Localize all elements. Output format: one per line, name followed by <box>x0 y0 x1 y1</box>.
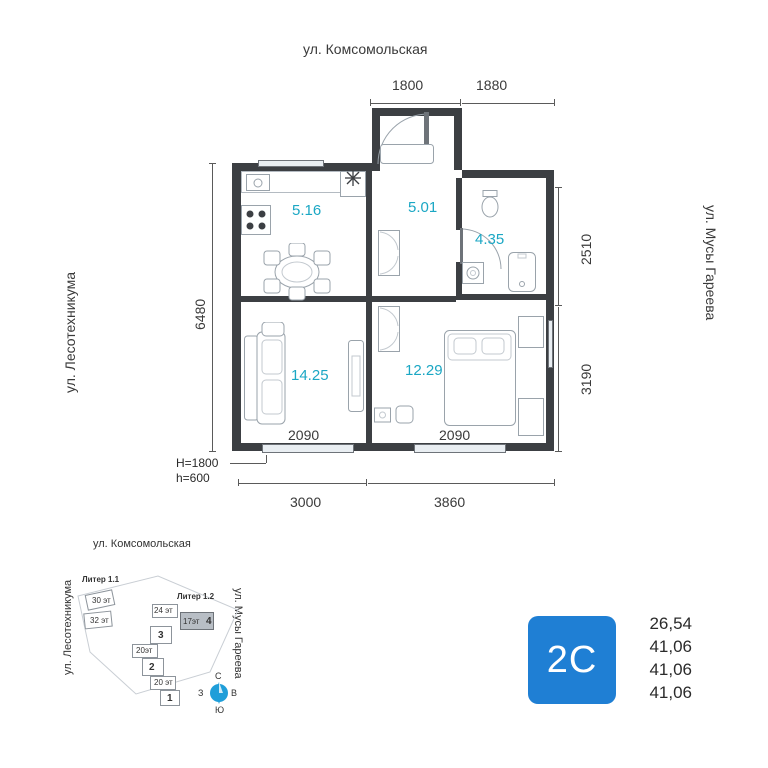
sink-icon <box>246 174 270 191</box>
window-height-note-line2: h=600 <box>176 471 210 485</box>
ventilation-icon <box>344 169 362 187</box>
sofa <box>244 322 288 434</box>
note-leader-line <box>230 463 266 464</box>
dim-line-top-left <box>370 103 460 104</box>
dim-inner-right: 2090 <box>439 427 471 443</box>
wall-hall-bath <box>456 178 462 230</box>
dim-right-top: 2510 <box>578 233 594 265</box>
dim-tick <box>238 479 239 486</box>
sitemap-label-liter-1-2: Литер 1.2 <box>177 592 215 601</box>
bedroom-closet <box>378 306 400 352</box>
street-label-top: ул. Комсомольская <box>303 41 428 57</box>
window-kitchen <box>258 160 324 167</box>
wall-right-outer <box>546 170 554 451</box>
street-label-right: ул. Мусы Гареева <box>703 205 719 321</box>
area-hall: 5.01 <box>408 199 438 216</box>
bathtub-icon <box>508 252 536 292</box>
bedroom-cabinet <box>518 398 544 436</box>
dim-line-bottom-left <box>238 483 366 484</box>
summary-value-2: 41,06 <box>649 660 692 679</box>
street-label-left: ул. Лесотехникума <box>62 271 78 393</box>
dim-tick <box>555 187 562 188</box>
wall-living-bedroom <box>366 302 372 443</box>
dining-set <box>258 243 336 301</box>
window-bedroom-side <box>548 320 553 368</box>
compass-south: Ю <box>215 705 225 715</box>
dim-line-bottom-right <box>368 483 554 484</box>
dim-line-right-bottom <box>558 307 559 451</box>
area-living-room: 14.25 <box>291 367 329 384</box>
compass-west: З <box>198 688 204 698</box>
dim-tick <box>554 479 555 486</box>
sitemap-label-30: 30 эт <box>92 596 111 605</box>
wall-bath-top <box>462 170 554 178</box>
dim-inner-left: 2090 <box>288 427 320 443</box>
summary-value-0: 26,54 <box>649 614 692 633</box>
sitemap-label-4: 4 <box>206 616 212 627</box>
wall-hall-bedroom <box>372 296 456 302</box>
dim-left-total: 6480 <box>192 298 208 330</box>
sitemap-label-20b: 20 эт <box>154 678 173 687</box>
apartment-type-label: 2С <box>546 638 598 681</box>
hall-closet <box>378 230 400 276</box>
dim-tick <box>460 99 461 106</box>
dim-line-top-right <box>462 103 554 104</box>
summary-value-3: 41,06 <box>649 683 692 702</box>
bed <box>444 330 516 426</box>
sitemap-label-3: 3 <box>158 630 164 641</box>
note-leader-tick <box>266 455 267 463</box>
dim-tick <box>555 451 562 452</box>
wall-kitchen-hall <box>366 171 372 302</box>
dim-top-left: 1800 <box>392 77 424 93</box>
washing-machine-icon <box>462 262 484 284</box>
dim-tick <box>554 99 555 106</box>
summary-values <box>600 612 692 704</box>
sitemap-label-1: 1 <box>167 693 173 704</box>
dim-top-right: 1880 <box>476 77 508 93</box>
sitemap-label-24: 24 эт <box>154 606 173 615</box>
desk-and-chair <box>374 404 414 432</box>
compass-north: С <box>215 671 222 681</box>
sitemap-label-2: 2 <box>149 662 155 673</box>
dim-tick <box>370 99 371 106</box>
area-kitchen: 5.16 <box>292 202 322 219</box>
dim-tick <box>555 305 562 306</box>
window-bedroom <box>414 444 506 453</box>
sitemap-label-20a: 20эт <box>136 646 153 655</box>
sitemap-street-right: ул. Мусы Гареева <box>232 588 244 679</box>
sitemap-label-32: 32 эт <box>90 616 109 625</box>
bedroom-wardrobe <box>518 316 544 348</box>
window-height-note-line1: H=1800 <box>176 456 219 470</box>
dim-right-bottom: 3190 <box>578 363 594 395</box>
sitemap-street-left: ул. Лесотехникума <box>62 579 74 675</box>
dim-tick <box>366 479 367 486</box>
dim-line-right-top <box>558 187 559 305</box>
dim-line-left <box>212 163 213 451</box>
area-bedroom: 12.29 <box>405 362 443 379</box>
compass-needle-icon <box>206 680 232 706</box>
area-bathroom: 4.35 <box>475 231 505 248</box>
wall-bath-bottom <box>456 294 546 300</box>
tv-console <box>348 340 364 412</box>
dim-bottom-left: 3000 <box>290 494 322 510</box>
dim-tick <box>209 163 216 164</box>
summary-value-1: 41,06 <box>649 637 692 656</box>
hall-shelf <box>380 144 434 164</box>
wall-left-outer <box>232 163 241 451</box>
window-living <box>262 444 354 453</box>
sitemap-label-17: 17эт <box>183 617 200 626</box>
toilet-icon <box>478 190 502 220</box>
sitemap-label-liter-1-1: Литер 1.1 <box>82 575 120 584</box>
compass-east: В <box>231 688 238 698</box>
sitemap-street-top: ул. Комсомольская <box>93 538 191 550</box>
dim-tick <box>209 451 216 452</box>
dim-bottom-right: 3860 <box>434 494 466 510</box>
stove-icon <box>241 205 271 235</box>
